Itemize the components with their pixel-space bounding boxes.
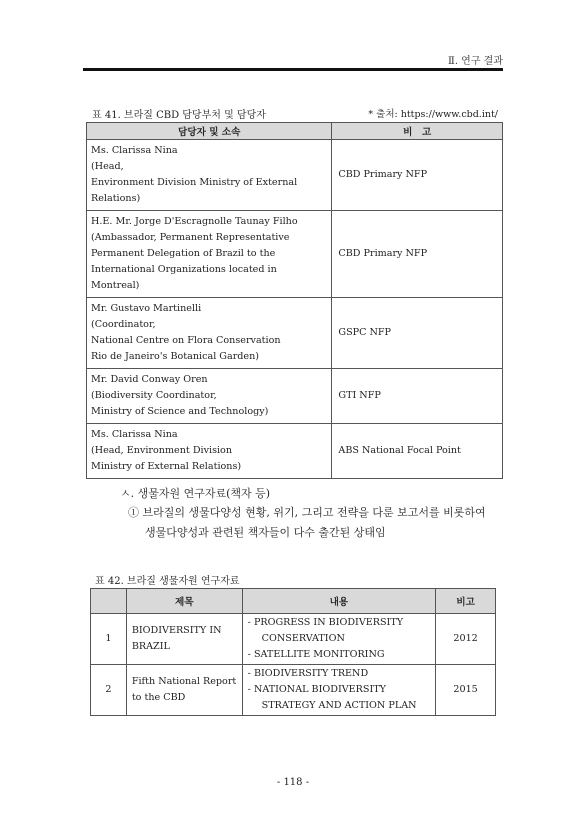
content-cell	[242, 614, 436, 665]
note-cell: CBD Primary NFP	[332, 140, 503, 211]
table-row	[87, 424, 503, 479]
person-line: Mr. David Conway Oren	[91, 374, 208, 385]
person-line: Montreal)	[91, 280, 140, 291]
person-line: (Biodiversity Coordinator,	[91, 390, 217, 401]
person-line: Mr. Gustavo Martinelli	[91, 303, 202, 314]
table41	[86, 122, 503, 479]
table42	[90, 588, 496, 716]
note-cell: ABS National Focal Point	[332, 424, 503, 479]
header-rule	[83, 68, 503, 71]
person-line: (Head, Environment Division	[91, 445, 233, 456]
person-line: H.E. Mr. Jorge D'Escragnolle Taunay Filho	[91, 216, 298, 227]
table42-body	[91, 614, 496, 716]
person-line: National Centre on Flora Conservation	[91, 335, 281, 346]
content-item: - PROGRESS IN BIODIVERSITY	[247, 617, 404, 628]
table-row	[87, 211, 503, 298]
table41-header-person: 담당자 및 소속	[87, 123, 332, 140]
person-line: Ministry of External Relations)	[91, 461, 242, 472]
person-cell	[87, 298, 332, 369]
person-cell	[87, 211, 332, 298]
table42-header-no	[91, 589, 127, 614]
chapter-header: Ⅱ. 연구 결과	[448, 56, 503, 67]
content-item-continued: CONSERVATION	[261, 633, 345, 644]
content-item: - SATELLITE MONITORING	[247, 649, 385, 660]
paragraph-line-rest: 생물다양성과 관련된 책자들이 다수 출간된 상태임	[145, 526, 386, 539]
person-line: Ms. Clarissa Nina	[91, 429, 178, 440]
person-line: Environment Division Ministry of External	[91, 177, 298, 188]
content-item-continued: STRATEGY AND ACTION PLAN	[261, 700, 417, 711]
year-cell: 2012	[436, 614, 496, 665]
person-line: Permanent Delegation of Brazil to the	[91, 248, 276, 259]
person-cell	[87, 140, 332, 211]
table42-header-row	[91, 589, 496, 614]
table42-header-title: 제목	[126, 589, 242, 614]
paragraph-line-first: ① 브라질의 생물다양성 현황, 위기, 그리고 전략을 다룬 보고서를 비롯하여	[128, 506, 486, 519]
table-row	[87, 140, 503, 211]
title-line: Fifth National Report	[131, 676, 237, 687]
table41-caption: 표 41. 브라질 CBD 담당부처 및 담당자	[92, 110, 266, 121]
section-heading: ㅅ. 생물자원 연구자료(책자 등)	[120, 487, 271, 500]
table41-source: * 출처: https://www.cbd.int/	[368, 109, 498, 120]
table42-header-content: 내용	[242, 589, 436, 614]
content-item: - BIODIVERSITY TREND	[247, 668, 369, 679]
table-row	[87, 298, 503, 369]
person-line: (Coordinator,	[91, 319, 156, 330]
title-line: BRAZIL	[131, 641, 170, 652]
table41-header-note: 비 고	[332, 123, 503, 140]
table-row	[87, 369, 503, 424]
person-line: Relations)	[91, 193, 141, 204]
title-line: to the CBD	[131, 692, 186, 703]
note-cell: GTI NFP	[332, 369, 503, 424]
content-item: - NATIONAL BIODIVERSITY	[247, 684, 386, 695]
person-line: (Head,	[91, 161, 124, 172]
table42-header-year: 비고	[436, 589, 496, 614]
person-line: Rio de Janeiro's Botanical Garden)	[91, 351, 260, 362]
row-number-cell: 1	[91, 614, 127, 665]
note-cell: CBD Primary NFP	[332, 211, 503, 298]
page-number: - 118 -	[276, 777, 310, 788]
year-cell: 2015	[436, 665, 496, 716]
section-paragraph	[128, 503, 513, 543]
table41-body	[87, 140, 503, 479]
person-line: International Organizations located in	[91, 264, 277, 275]
title-cell	[126, 665, 242, 716]
person-line: Ms. Clarissa Nina	[91, 145, 178, 156]
table-row	[91, 614, 496, 665]
person-cell	[87, 369, 332, 424]
title-cell	[126, 614, 242, 665]
table42-caption: 표 42. 브라질 생물자원 연구자료	[95, 576, 240, 587]
row-number-cell: 2	[91, 665, 127, 716]
person-line: (Ambassador, Permanent Representative	[91, 232, 290, 243]
content-cell	[242, 665, 436, 716]
table-row	[91, 665, 496, 716]
title-line: BIODIVERSITY IN	[131, 625, 222, 636]
person-line: Ministry of Science and Technology)	[91, 406, 269, 417]
note-cell: GSPC NFP	[332, 298, 503, 369]
person-cell	[87, 424, 332, 479]
table41-header-row	[87, 123, 503, 140]
